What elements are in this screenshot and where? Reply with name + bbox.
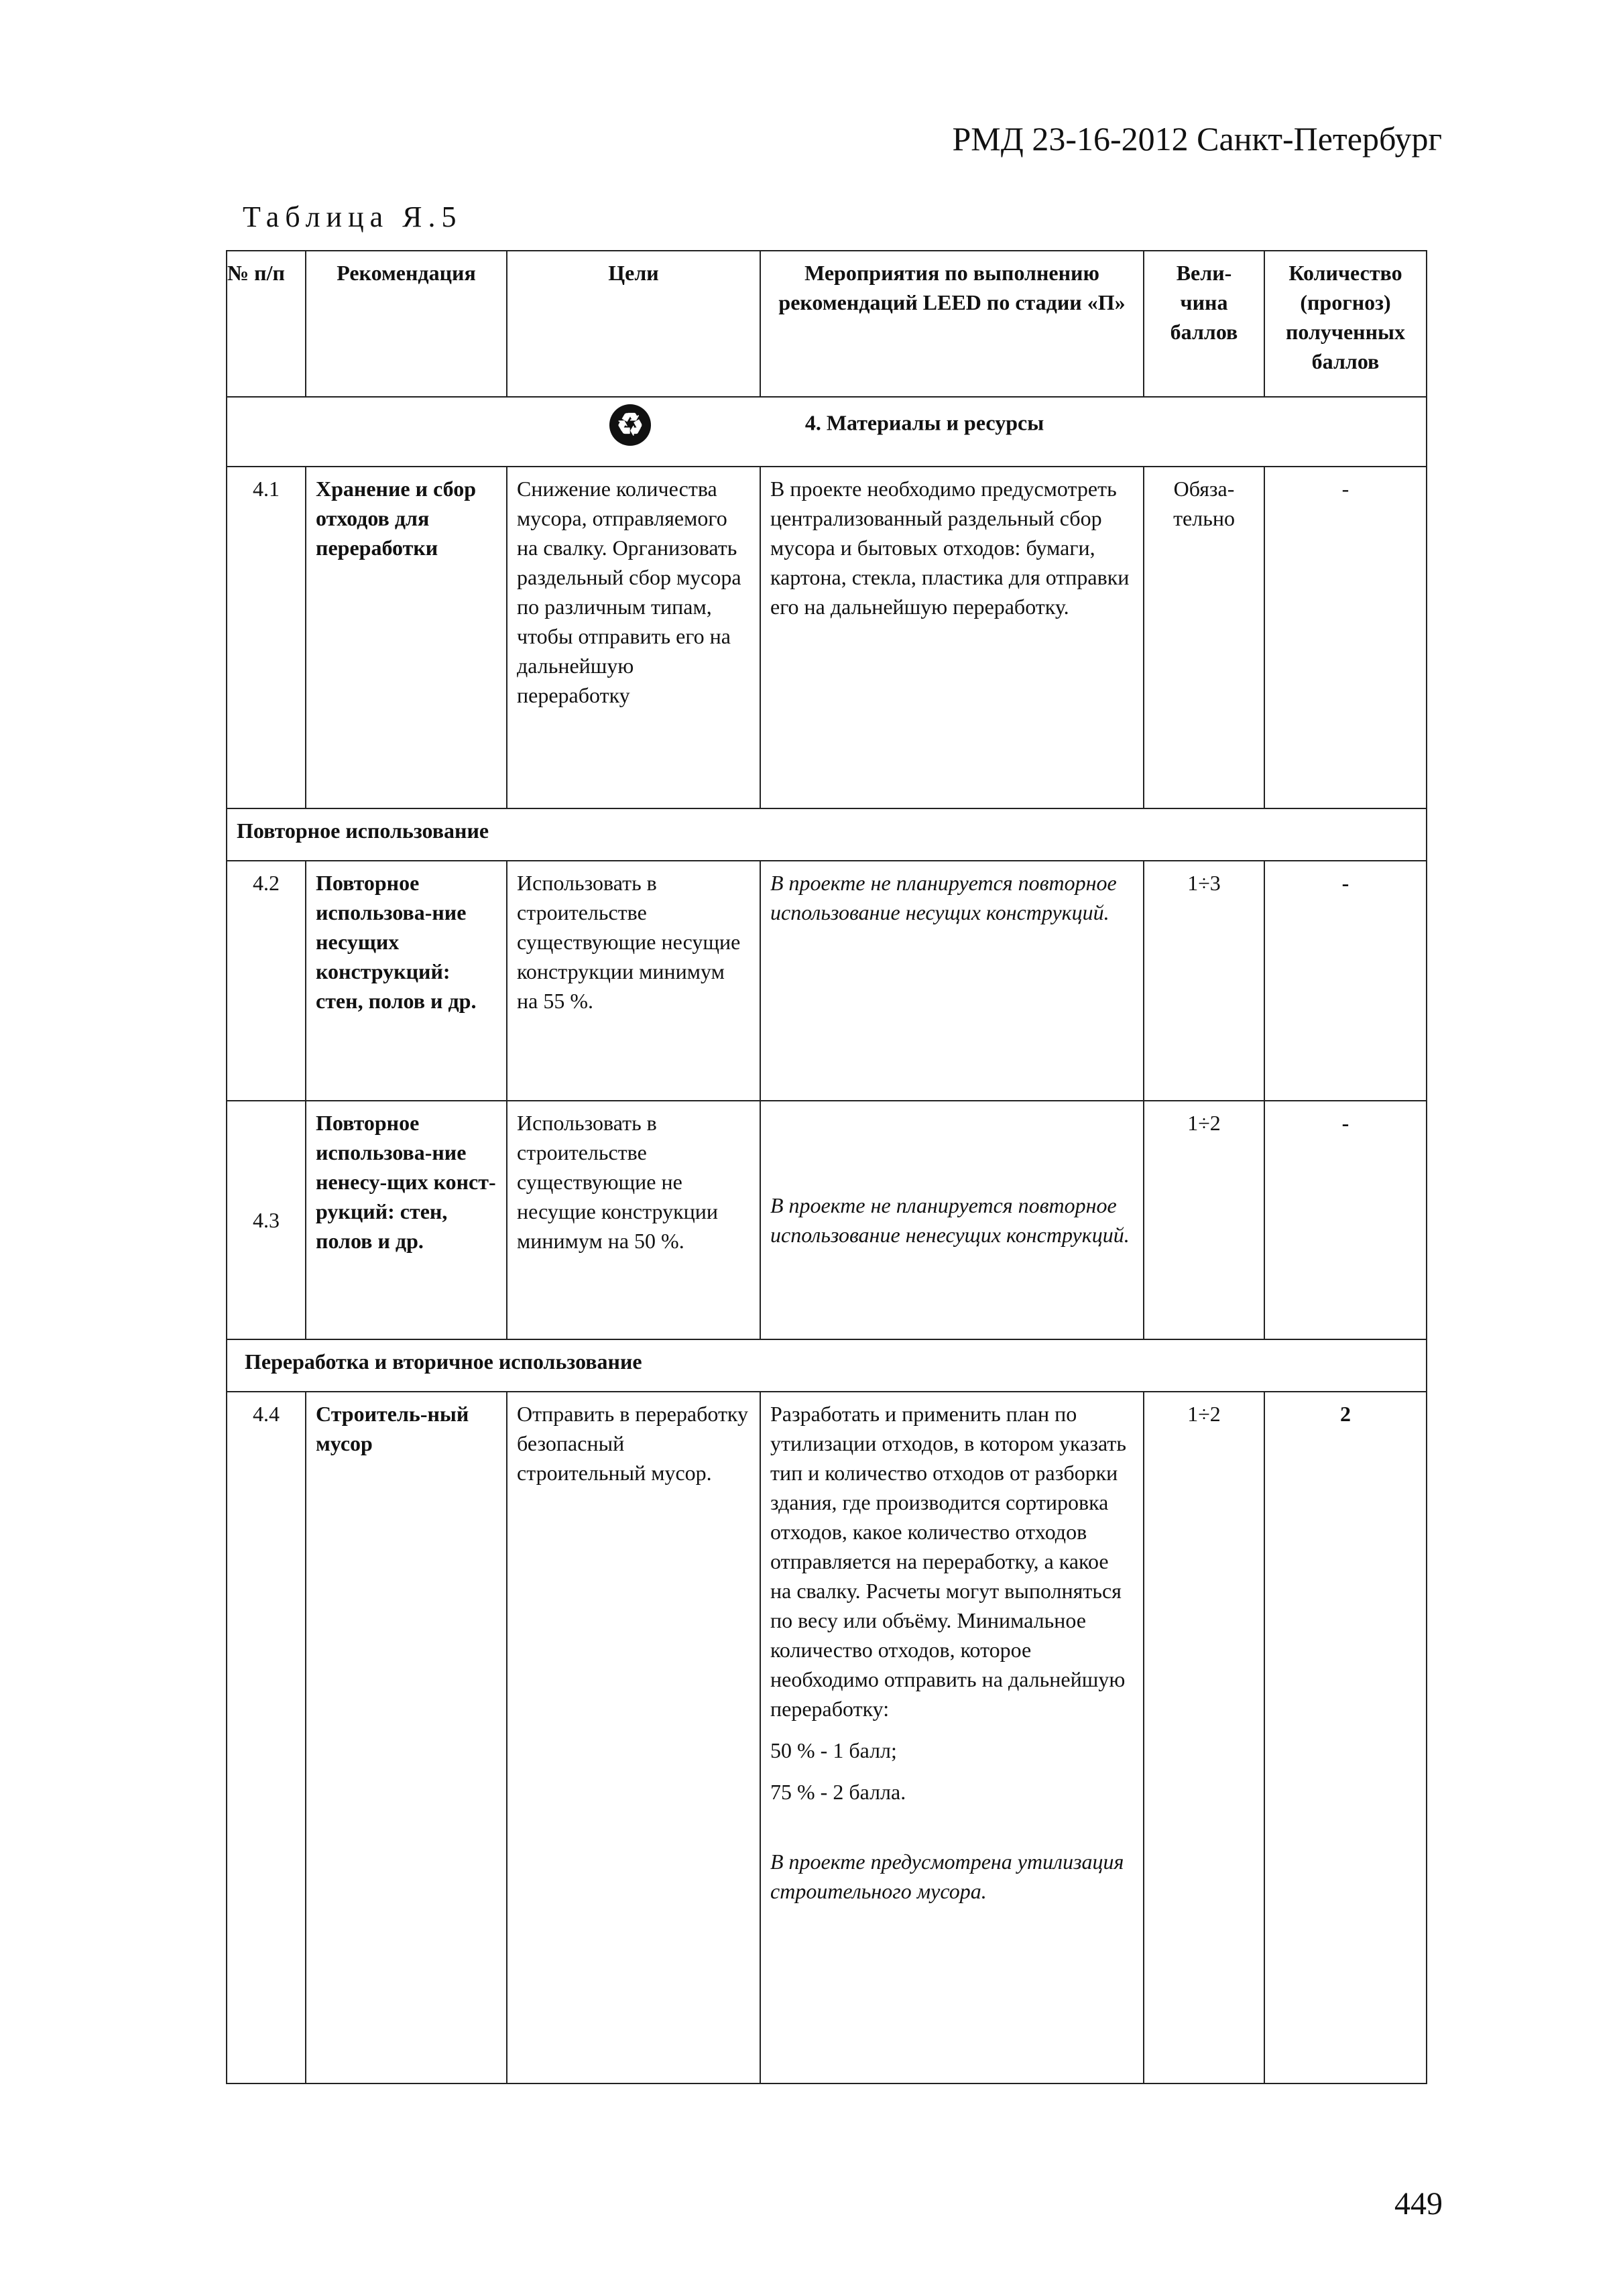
section-cell: [227, 397, 1427, 467]
row-forecast: -: [1264, 467, 1427, 808]
row-goals: Использовать в строительстве существующие не несущие конструкции минимум на 50 %.: [507, 1101, 760, 1339]
table-row: [227, 467, 1427, 808]
row-points: 1÷3: [1144, 861, 1264, 1101]
row-goals: Отправить в переработку безопасный строительный мусор.: [507, 1392, 760, 2083]
table-row: [227, 861, 1427, 1101]
row-points: Обяза-тельно: [1144, 467, 1264, 808]
measures-option-2: 75 % - 2 балла.: [770, 1780, 906, 1804]
table-row: [227, 1392, 1427, 2083]
table-row: [227, 1101, 1427, 1339]
row-points: 1÷2: [1144, 1392, 1264, 2083]
measures-text: Разработать и применить план по утилизации отходов, в котором указать тип и количество отходов от разборки здания, где производится сортировка отходов, какое количество отходов отправляется на переработку, а какое на свалку. Расчеты могут выполняться по весу или объёму. Минимальное количество отходов, которое необходимо отправить на дальнейшую переработку:: [770, 1402, 1126, 1721]
row-measures: В проекте не планируется повторное использование несущих конструкций.: [760, 861, 1144, 1101]
row-measures: [760, 1392, 1144, 2083]
row-forecast: -: [1264, 1101, 1427, 1339]
row-recommendation: Строитель-ный мусор: [306, 1392, 507, 2083]
leed-table: [226, 250, 1427, 2084]
row-measures: В проекте не планируется повторное использование ненесущих конструкций.: [760, 1101, 1144, 1339]
table-title: Таблица Я.5: [243, 200, 463, 233]
row-points: 1÷2: [1144, 1101, 1264, 1339]
col-header-points: Вели-чина баллов: [1144, 251, 1264, 397]
row-forecast: -: [1264, 861, 1427, 1101]
subsection-row: [227, 1339, 1427, 1392]
page-number: 449: [1394, 2186, 1443, 2222]
col-header-goals: Цели: [507, 251, 760, 397]
table-header-row: [227, 251, 1427, 397]
row-goals: Использовать в строительстве существующие несущие конструкции минимум на 55 %.: [507, 861, 760, 1101]
row-num: 4.2: [227, 861, 306, 1101]
row-recommendation: Хранение и сбор отходов для переработки: [306, 467, 507, 808]
row-num: 4.4: [227, 1392, 306, 2083]
measures-option-1: 50 % - 1 балл;: [770, 1738, 897, 1762]
measures-note: В проекте предусмотрена утилизация строительного мусора.: [770, 1850, 1124, 1903]
subsection-title: Переработка и вторичное использование: [227, 1339, 1427, 1392]
section-row: [227, 397, 1427, 467]
recycle-icon: ♻: [609, 404, 651, 446]
document-header: РМД 23-16-2012 Санкт-Петербург: [952, 120, 1442, 158]
row-recommendation: Повторное использова-ние ненесу-щих конст-рукций: стен, полов и др.: [306, 1101, 507, 1339]
row-num: 4.3: [227, 1101, 306, 1339]
row-measures: В проекте необходимо предусмотреть централизованный раздельный сбор мусора и бытовых отходов: бумаги, картона, стекла, пластика для отправки его на дальнейшую переработку.: [760, 467, 1144, 808]
subsection-title: Повторное использование: [227, 808, 1427, 861]
row-recommendation: Повторное использова-ние несущих конструкций: стен, полов и др.: [306, 861, 507, 1101]
col-header-num: № п/п: [227, 251, 306, 397]
col-header-measures: Мероприятия по выполнению рекомендаций LEED по стадии «П»: [760, 251, 1144, 397]
section-title: 4. Материалы и ресурсы: [804, 410, 1044, 435]
row-num: 4.1: [227, 467, 306, 808]
row-goals: Снижение количества мусора, отправляемого на свалку. Организовать раздельный сбор мусора по различным типам, чтобы отправить его на дальнейшую переработку: [507, 467, 760, 808]
subsection-row: [227, 808, 1427, 861]
row-forecast: 2: [1264, 1392, 1427, 2083]
col-header-forecast: Количество (прогноз) полученных баллов: [1264, 251, 1427, 397]
col-header-recommendation: Рекомендация: [306, 251, 507, 397]
